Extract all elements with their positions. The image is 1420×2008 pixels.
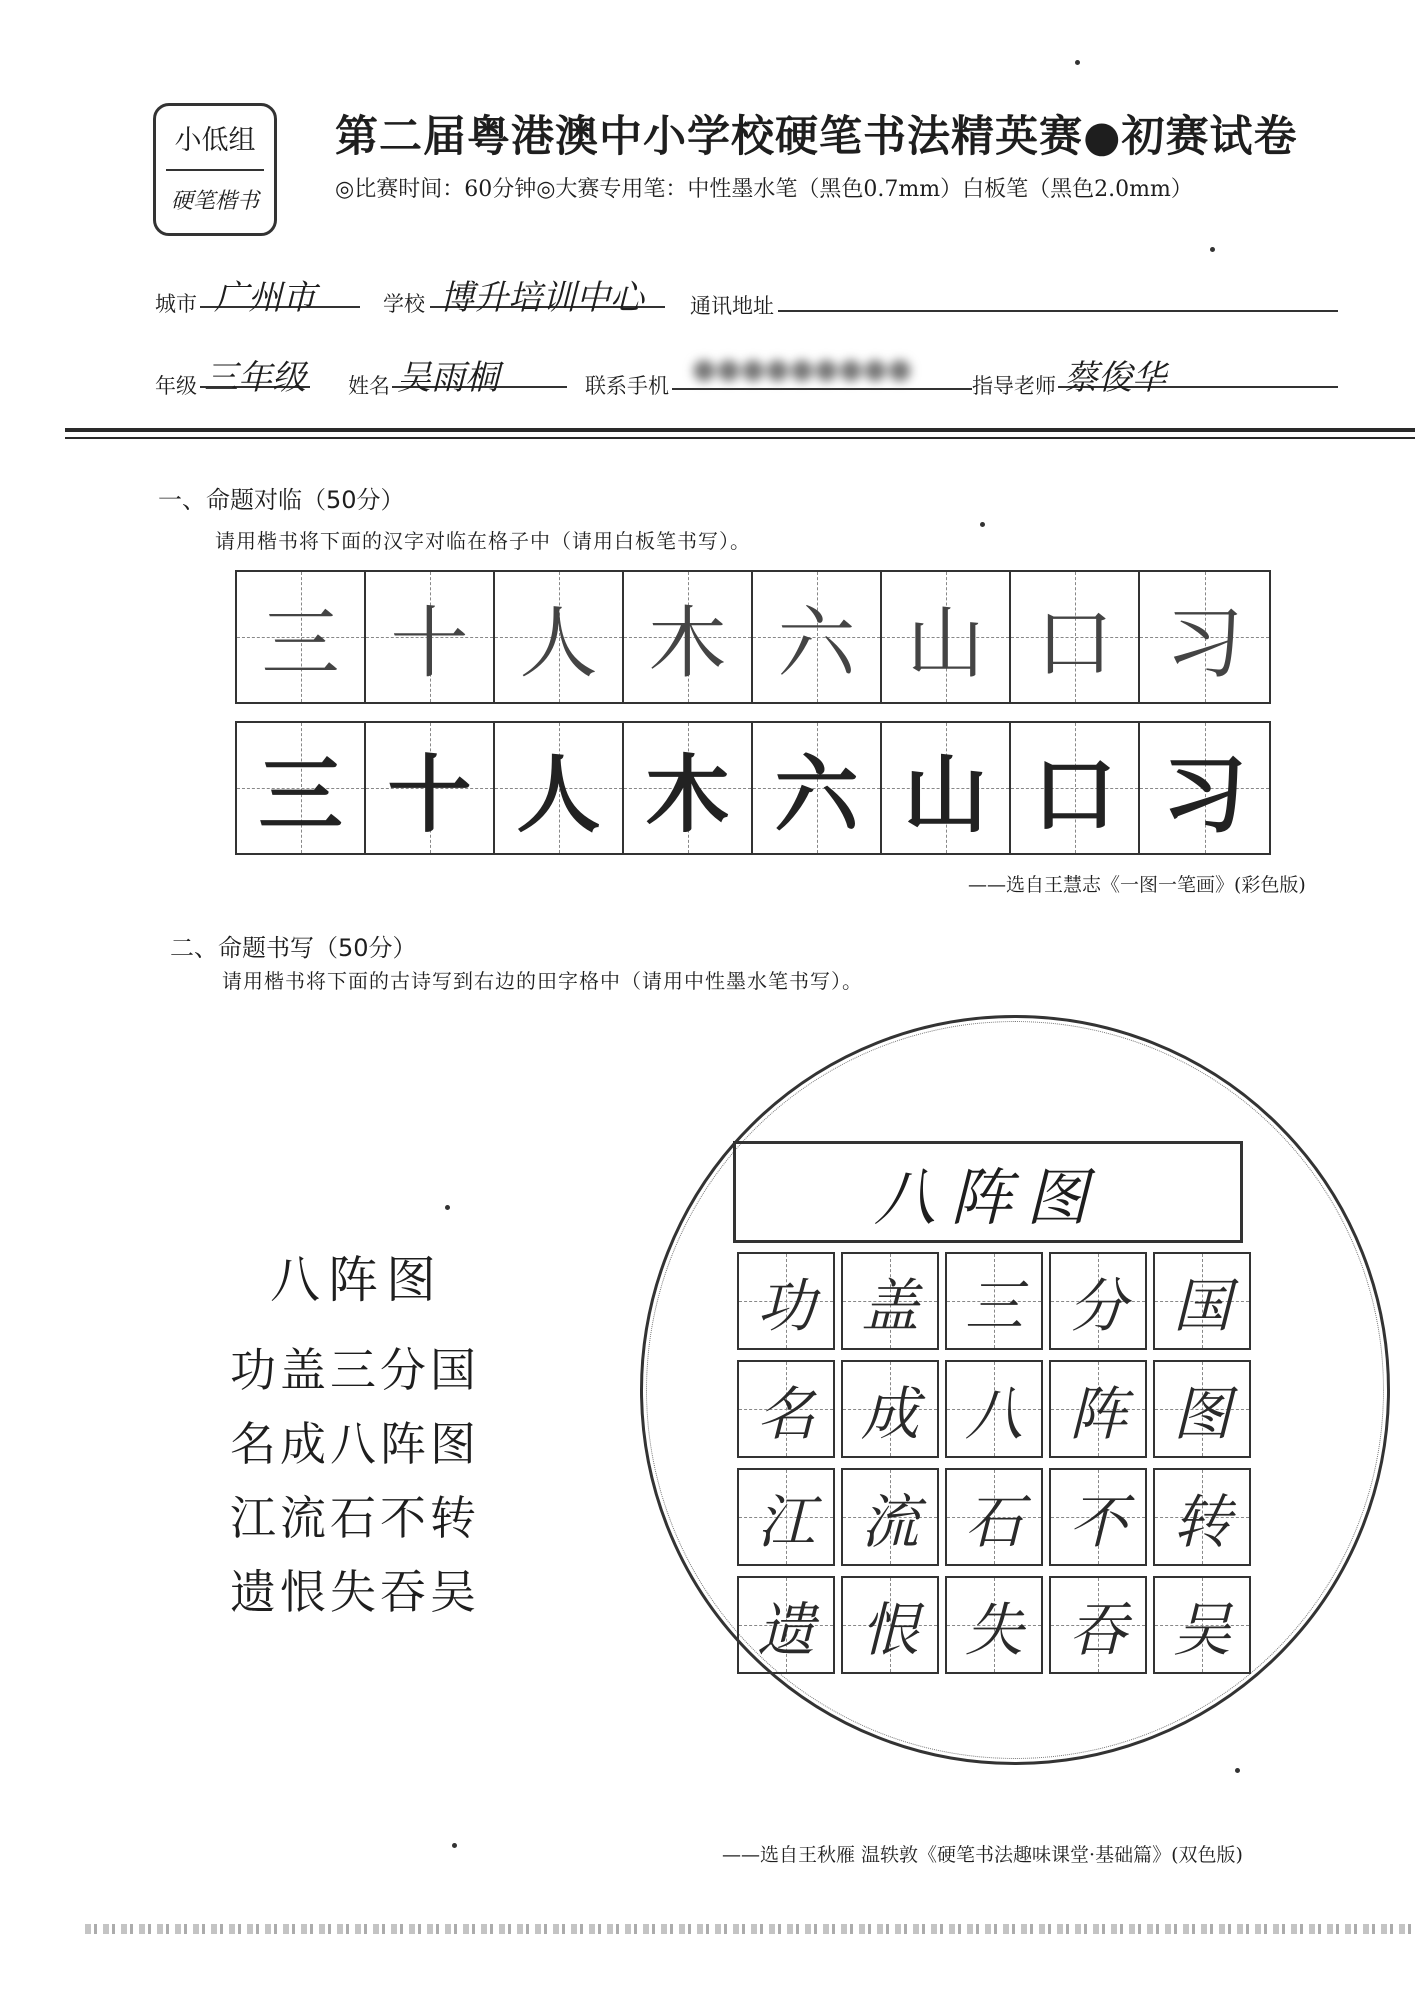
answer-cell[interactable] bbox=[1049, 1252, 1147, 1350]
poem-line: 江流石不转 bbox=[230, 1491, 480, 1545]
answer-row bbox=[737, 1360, 1257, 1458]
answer-char: 国 bbox=[1172, 1272, 1231, 1340]
poem-line: 遗恨失吞吴 bbox=[230, 1565, 480, 1619]
poem-line: 功盖三分国 bbox=[230, 1343, 480, 1397]
answer-char: 盖 bbox=[860, 1272, 919, 1340]
header-divider-thin bbox=[65, 437, 1415, 439]
written-char: 三 bbox=[258, 745, 343, 844]
scan-speck bbox=[445, 1205, 450, 1210]
written-char: 木 bbox=[645, 745, 730, 844]
model-char: 山 bbox=[906, 599, 985, 689]
model-char: 人 bbox=[519, 599, 598, 689]
model-char: 口 bbox=[1035, 599, 1114, 689]
answer-cell[interactable] bbox=[882, 723, 1011, 853]
model-cell bbox=[882, 572, 1011, 702]
answer-cell[interactable] bbox=[1049, 1360, 1147, 1458]
answer-cell[interactable] bbox=[1140, 723, 1269, 853]
school-field[interactable] bbox=[430, 270, 665, 318]
answer-cell[interactable] bbox=[945, 1468, 1043, 1566]
model-cell bbox=[624, 572, 753, 702]
address-field[interactable] bbox=[778, 274, 1338, 312]
header-divider-thick bbox=[65, 428, 1415, 432]
poem-line: 名成八阵图 bbox=[230, 1417, 480, 1471]
answer-cell[interactable] bbox=[841, 1252, 939, 1350]
answer-cell[interactable] bbox=[841, 1360, 939, 1458]
model-cell bbox=[237, 572, 366, 702]
city-value: 广州市 bbox=[214, 278, 316, 318]
model-cell bbox=[1011, 572, 1140, 702]
name-value: 吴雨桐 bbox=[397, 358, 499, 398]
answer-cell[interactable] bbox=[737, 1468, 835, 1566]
written-char: 口 bbox=[1032, 745, 1117, 844]
answer-char: 吴 bbox=[1172, 1596, 1231, 1664]
section2-instruction: 请用楷书将下面的古诗写到右边的田字格中（请用中性墨水笔书写）。 bbox=[222, 969, 863, 993]
teacher-field[interactable] bbox=[1058, 350, 1338, 398]
name-field[interactable] bbox=[392, 350, 567, 398]
answer-char: 失 bbox=[964, 1596, 1023, 1664]
exam-title: 第二届粤港澳中小学校硬笔书法精英赛●初赛试卷 bbox=[335, 112, 1298, 162]
section1-instruction: 请用楷书将下面的汉字对临在格子中（请用白板笔书写）。 bbox=[215, 529, 751, 553]
model-cell bbox=[1140, 572, 1269, 702]
model-char: 十 bbox=[390, 599, 469, 689]
model-cell bbox=[366, 572, 495, 702]
written-char-grid[interactable] bbox=[235, 721, 1271, 855]
answer-cell[interactable] bbox=[495, 723, 624, 853]
badge-divider bbox=[166, 169, 264, 171]
group-label: 小低组 bbox=[174, 125, 256, 156]
scan-speck bbox=[452, 1843, 457, 1848]
model-char-grid bbox=[235, 570, 1271, 704]
answer-cell[interactable] bbox=[737, 1252, 835, 1350]
model-cell bbox=[495, 572, 624, 702]
answer-char: 江 bbox=[756, 1488, 815, 1556]
school-value: 博升培训中心 bbox=[440, 278, 644, 318]
exam-subtitle: ◎比赛时间：60分钟◎大赛专用笔：中性墨水笔（黑色0.7mm）白板笔（黑色2.0mm） bbox=[335, 177, 1193, 202]
phone-label: 联系手机 bbox=[585, 374, 669, 398]
scan-speck bbox=[1210, 247, 1215, 252]
answer-cell[interactable] bbox=[945, 1360, 1043, 1458]
answer-row bbox=[737, 1252, 1257, 1350]
answer-cell[interactable] bbox=[1153, 1468, 1251, 1566]
name-label: 姓名 bbox=[348, 374, 390, 398]
city-field[interactable] bbox=[200, 270, 360, 318]
category-label: 硬笔楷书 bbox=[170, 189, 259, 214]
answer-char: 流 bbox=[860, 1488, 919, 1556]
answer-char: 成 bbox=[860, 1380, 919, 1448]
section1-credit: ——选自王慧志《一图一笔画》(彩色版) bbox=[968, 874, 1306, 896]
answer-cell[interactable] bbox=[945, 1576, 1043, 1674]
answer-char: 功 bbox=[756, 1272, 815, 1340]
answer-char: 图 bbox=[1172, 1380, 1231, 1448]
answer-cell[interactable] bbox=[1153, 1576, 1251, 1674]
phone-redacted: ●●●●●●●●● bbox=[692, 352, 912, 385]
written-char: 人 bbox=[516, 745, 601, 844]
model-char: 习 bbox=[1165, 599, 1244, 689]
model-char: 木 bbox=[648, 599, 727, 689]
answer-title-box[interactable] bbox=[733, 1141, 1243, 1243]
grade-label: 年级 bbox=[155, 374, 197, 398]
answer-cell[interactable] bbox=[841, 1576, 939, 1674]
written-char: 山 bbox=[903, 745, 988, 844]
section1-heading: 一、命题对临（50分） bbox=[158, 486, 405, 514]
answer-char: 吞 bbox=[1068, 1596, 1127, 1664]
group-badge bbox=[153, 103, 277, 236]
scan-speck bbox=[980, 522, 985, 527]
phone-field[interactable] bbox=[672, 352, 972, 390]
teacher-value: 蔡俊华 bbox=[1064, 358, 1166, 398]
written-char: 习 bbox=[1162, 745, 1247, 844]
city-label: 城市 bbox=[155, 292, 197, 316]
answer-char: 名 bbox=[756, 1380, 815, 1448]
answer-cell[interactable] bbox=[366, 723, 495, 853]
written-char: 十 bbox=[387, 745, 472, 844]
answer-cell[interactable] bbox=[1153, 1252, 1251, 1350]
answer-row bbox=[737, 1576, 1257, 1674]
model-char: 六 bbox=[777, 599, 856, 689]
teacher-label: 指导老师 bbox=[972, 374, 1056, 398]
answer-cell[interactable] bbox=[1011, 723, 1140, 853]
answer-char: 阵 bbox=[1068, 1380, 1127, 1448]
answer-cell[interactable] bbox=[1153, 1360, 1251, 1458]
answer-char: 不 bbox=[1068, 1488, 1127, 1556]
scan-noise-strip bbox=[85, 1924, 1415, 1934]
answer-char: 三 bbox=[964, 1272, 1023, 1340]
answer-cell[interactable] bbox=[945, 1252, 1043, 1350]
answer-cell[interactable] bbox=[237, 723, 366, 853]
answer-cell[interactable] bbox=[737, 1576, 835, 1674]
model-cell bbox=[753, 572, 882, 702]
answer-cell[interactable] bbox=[753, 723, 882, 853]
model-char: 三 bbox=[261, 599, 340, 689]
answer-cell[interactable] bbox=[737, 1360, 835, 1458]
grade-field[interactable] bbox=[200, 350, 310, 398]
answer-char: 遗 bbox=[756, 1596, 815, 1664]
answer-cell[interactable] bbox=[1049, 1468, 1147, 1566]
scan-speck bbox=[1075, 60, 1080, 65]
answer-char: 石 bbox=[964, 1488, 1023, 1556]
grade-value: 三年级 bbox=[204, 358, 306, 398]
answer-cell[interactable] bbox=[1049, 1576, 1147, 1674]
answer-cell[interactable] bbox=[841, 1468, 939, 1566]
answer-char: 分 bbox=[1068, 1272, 1127, 1340]
scan-speck bbox=[1235, 1768, 1240, 1773]
answer-title: 八阵图 bbox=[873, 1160, 1102, 1234]
written-char: 六 bbox=[774, 745, 859, 844]
address-label: 通讯地址 bbox=[690, 294, 774, 318]
answer-cell[interactable] bbox=[624, 723, 753, 853]
section2-heading: 二、命题书写（50分） bbox=[170, 934, 417, 962]
answer-char: 恨 bbox=[860, 1596, 919, 1664]
poem-title: 八阵图 bbox=[270, 1251, 444, 1309]
answer-char: 转 bbox=[1172, 1488, 1231, 1556]
answer-char: 八 bbox=[964, 1380, 1023, 1448]
section2-credit: ——选自王秋雁 温轶敦《硬笔书法趣味课堂·基础篇》(双色版) bbox=[722, 1844, 1243, 1866]
school-label: 学校 bbox=[383, 292, 425, 316]
answer-row bbox=[737, 1468, 1257, 1566]
